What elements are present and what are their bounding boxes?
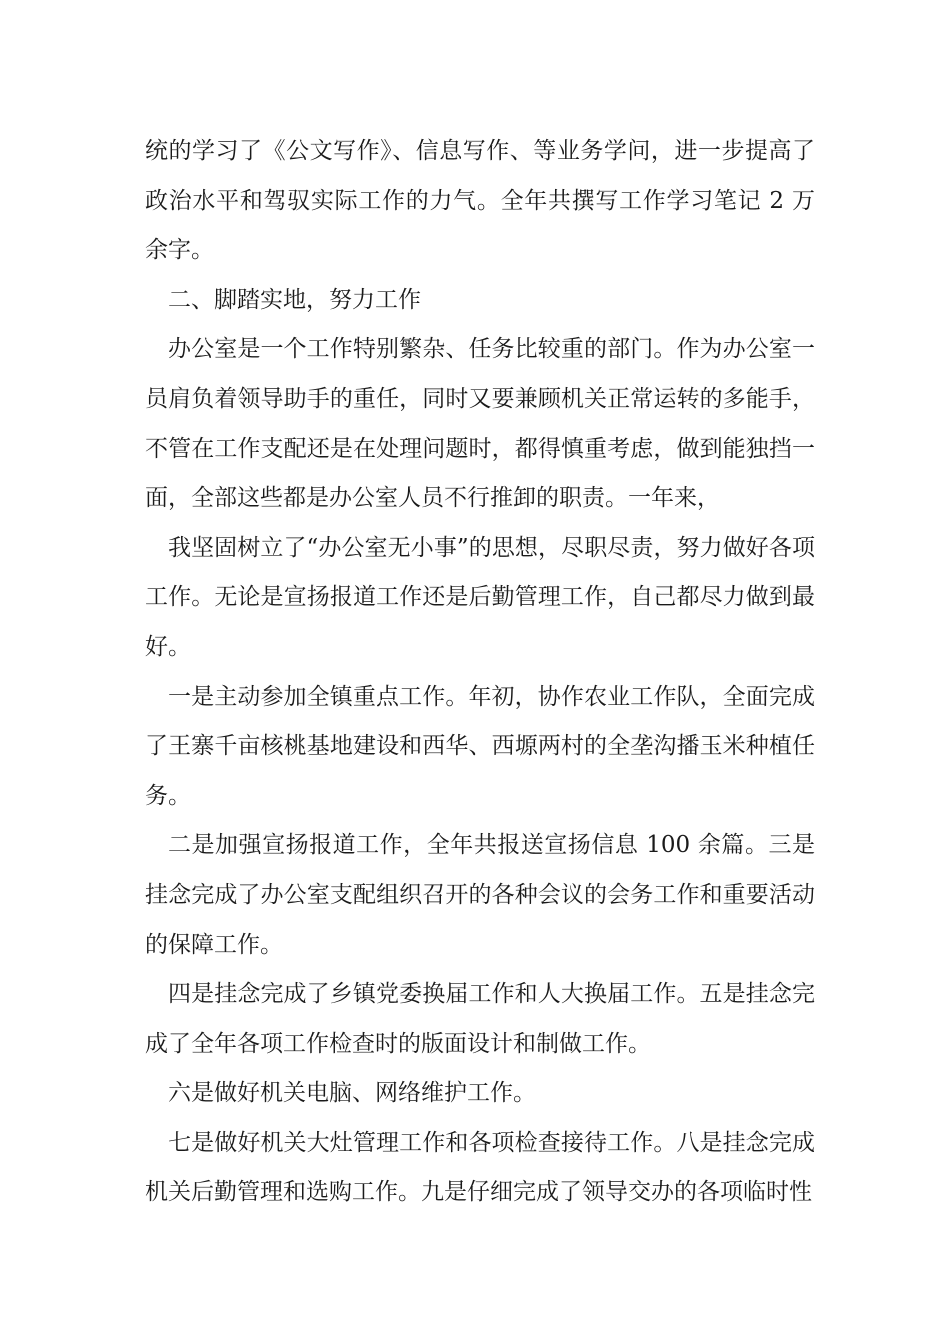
paragraph: 办公室是一个工作特别繁杂、任务比较重的部门。作为办公室一员肩负着领导助手的重任，同时又要兼顾机关正常运转的多能手，不管在工作支配还是在处理问题时，都得慎重考虑，做到能独挡一面，全部这些都是办公室人员不行推卸的职责。一年来， bbox=[145, 336, 815, 512]
section-heading: 二、脚踏实地，努力工作 bbox=[168, 286, 421, 313]
paragraph: 统的学习了《公文写作》、信息写作、等业务学问，进一步提高了政治水平和驾驭实际工作的力气。全年共撰写工作学习笔记 2 万余字。 bbox=[145, 138, 815, 264]
paragraph: 一是主动参加全镇重点工作。年初，协作农业工作队，全面完成了王寨千亩核桃基地建设和西华、西塬两村的全垄沟播玉米种植任务。 bbox=[145, 683, 815, 809]
paragraph: 我坚固树立了“办公室无小事”的思想，尽职尽责，努力做好各项工作。无论是宣扬报道工作还是后勤管理工作，自己都尽力做到最好。 bbox=[145, 534, 815, 660]
document-body bbox=[145, 127, 815, 1218]
paragraph: 七是做好机关大灶管理工作和各项检查接待工作。八是挂念完成机关后勤管理和选购工作。九是仔细完成了领导交办的各项临时性 bbox=[145, 1129, 815, 1206]
paragraph: 二是加强宣扬报道工作，全年共报送宣扬信息 100 余篇。三是挂念完成了办公室支配组织召开的各种会议的会务工作和重要活动的保障工作。 bbox=[145, 832, 815, 958]
paragraph: 六是做好机关电脑、网络维护工作。 bbox=[168, 1080, 536, 1107]
paragraph: 四是挂念完成了乡镇党委换届工作和人大换届工作。五是挂念完成了全年各项工作检查时的版面设计和制做工作。 bbox=[145, 981, 815, 1057]
